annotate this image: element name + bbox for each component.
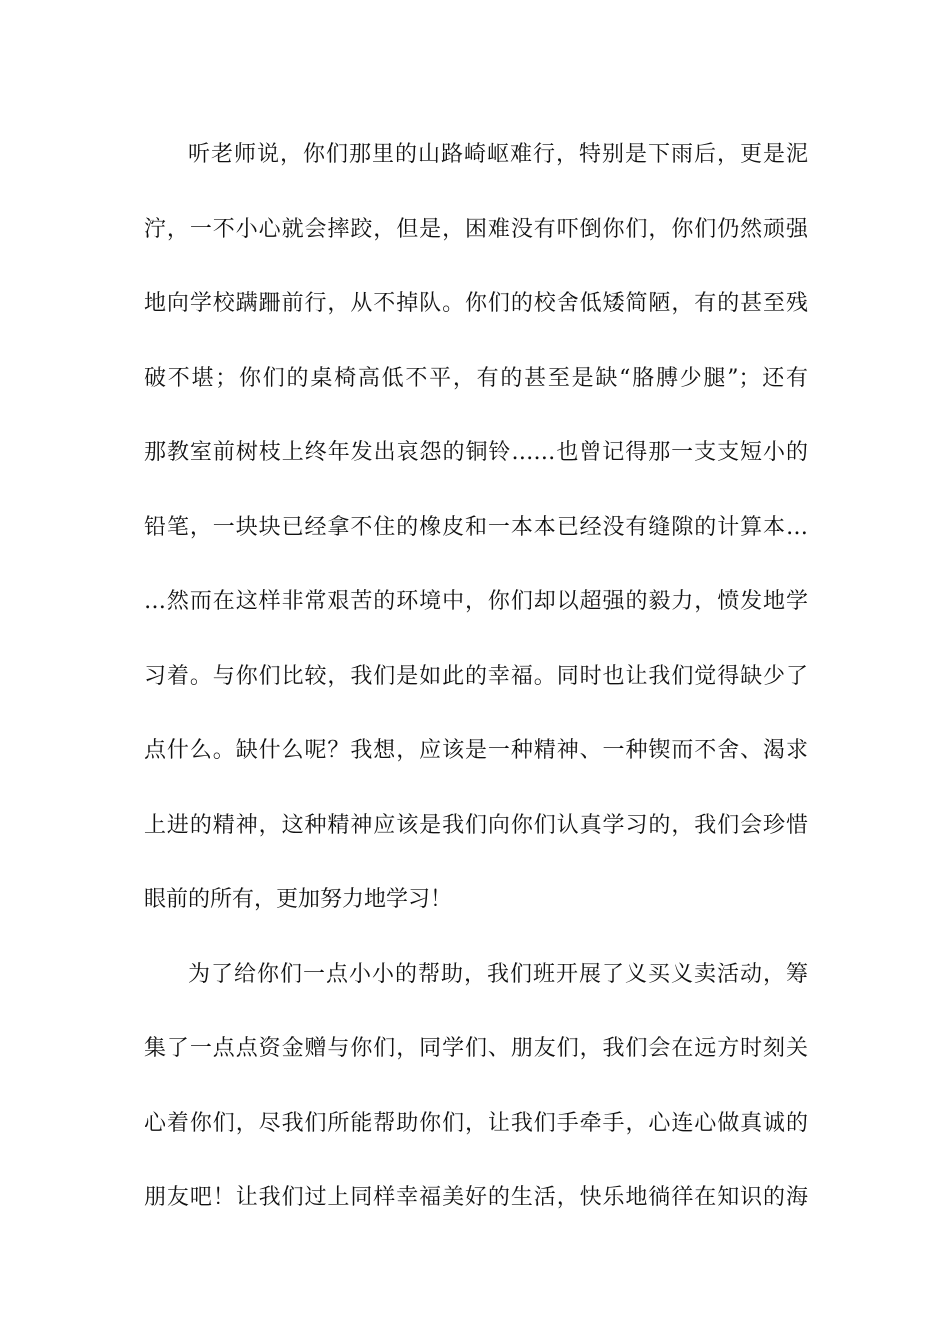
paragraph-2-line-3: 心着你们，尽我们所能帮助你们，让我们手牵手，心连心做真诚的 bbox=[144, 1110, 808, 1136]
paragraph-1-line-3: 地向学校蹒跚前行，从不掉队。你们的校舍低矮简陋，有的甚至残 bbox=[144, 291, 808, 316]
paragraph-1-line-2: 泞，一不小心就会摔跤，但是，困难没有吓倒你们，你们仍然顽强 bbox=[144, 216, 808, 242]
paragraph-1-line-5: 那教室前树枝上终年发出哀怨的铜铃……也曾记得那一支支短小的 bbox=[144, 440, 808, 465]
paragraph-1-line-7: …然而在这样非常艰苦的环境中，你们却以超强的毅力，愤发地学 bbox=[144, 589, 808, 614]
paragraph-2-line-2: 集了一点点资金赠与你们，同学们、朋友们，我们会在远方时刻关 bbox=[144, 1036, 808, 1061]
paragraph-1-line-6: 铅笔，一块块已经拿不住的橡皮和一本本已经没有缝隙的计算本… bbox=[144, 514, 808, 540]
paragraph-1-line-11: 眼前的所有，更加努力地学习！ bbox=[144, 887, 453, 912]
paragraph-1-line-1: 听老师说，你们那里的山路崎岖难行，特别是下雨后，更是泥 bbox=[188, 142, 808, 167]
paragraph-1-line-4: 破不堪；你们的桌椅高低不平，有的甚至是缺“胳膊少腿”；还有 bbox=[144, 365, 808, 391]
document-body bbox=[144, 118, 808, 1236]
paragraph-1-line-8: 习着。与你们比较，我们是如此的幸福。同时也让我们觉得缺少了 bbox=[144, 663, 808, 689]
paragraph-2-line-1: 为了给你们一点小小的帮助，我们班开展了义买义卖活动，筹 bbox=[188, 961, 808, 987]
paragraph-1-line-9: 点什么。缺什么呢？我想，应该是一种精神、一种锲而不舍、渴求 bbox=[144, 738, 808, 763]
paragraph-1-line-10: 上进的精神，这种精神应该是我们向你们认真学习的，我们会珍惜 bbox=[144, 812, 808, 838]
paragraph-2-line-4: 朋友吧！让我们过上同样幸福美好的生活，快乐地徜徉在知识的海 bbox=[144, 1185, 808, 1210]
